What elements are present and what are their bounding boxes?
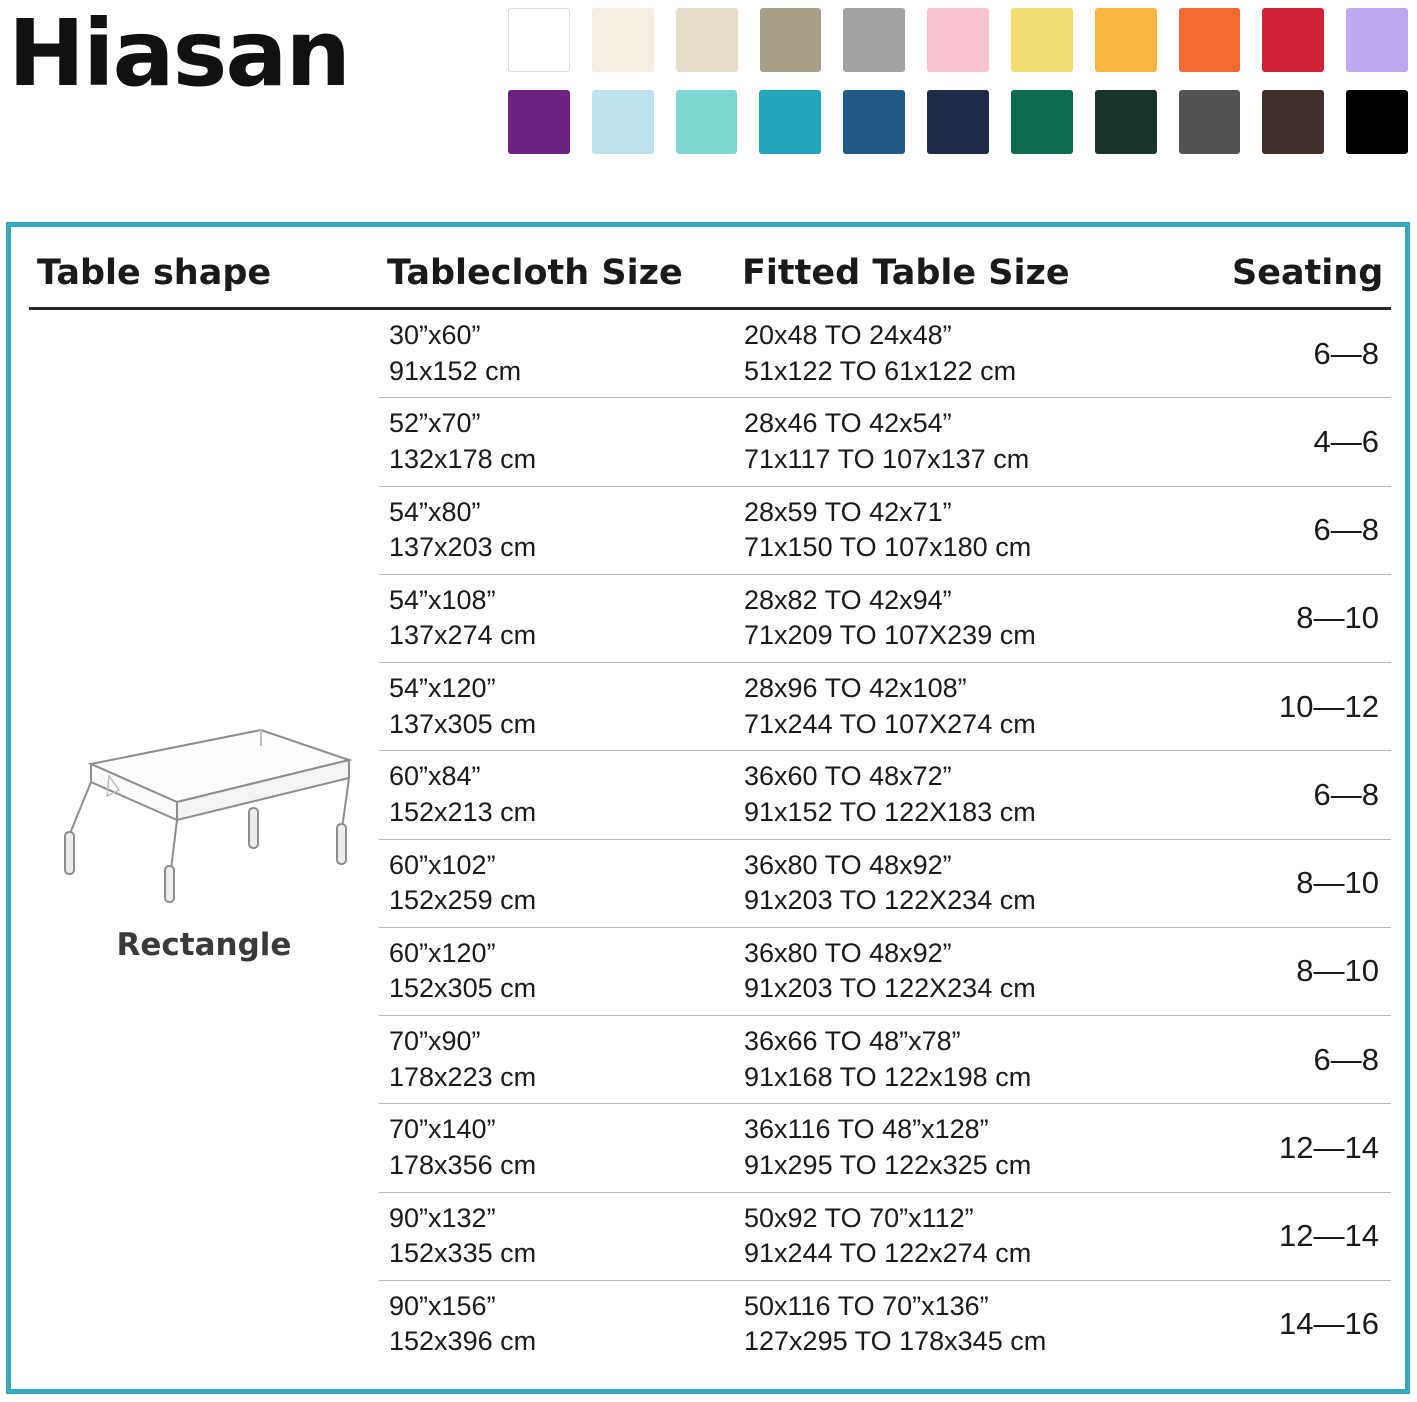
table-shape-cell xyxy=(29,309,379,1369)
seating-value: 10—12 xyxy=(1279,688,1379,724)
fitted-size-inches: 50x116 TO 70”x136” xyxy=(744,1290,989,1321)
color-swatch-emerald-green xyxy=(1011,90,1073,154)
seating-cell xyxy=(1224,1016,1391,1104)
color-swatch-blush-pink xyxy=(927,8,989,72)
tablecloth-size-inches: 90”x132” xyxy=(389,1202,496,1233)
seating-cell xyxy=(1224,1192,1391,1280)
seating-value: 6—8 xyxy=(1313,776,1379,812)
tablecloth-size-cell xyxy=(379,1192,734,1280)
column-header-seating: Seating xyxy=(1224,251,1391,309)
tablecloth-size-inches: 70”x90” xyxy=(389,1026,481,1056)
fitted-size-cm: 71x244 TO 107X274 cm xyxy=(744,708,1036,739)
tablecloth-size-inches: 54”x120” xyxy=(389,673,496,703)
seating-cell xyxy=(1224,486,1391,574)
seating-value: 8—10 xyxy=(1296,865,1379,901)
tablecloth-size-cm: 178x223 cm xyxy=(389,1061,537,1092)
seating-value: 8—10 xyxy=(1296,953,1379,989)
fitted-size-inches: 28x96 TO 42x108” xyxy=(744,673,967,703)
tablecloth-size-cm: 152x396 cm xyxy=(389,1326,537,1357)
tablecloth-size-cell xyxy=(379,309,734,398)
color-swatch-row-1 xyxy=(508,8,1408,72)
fitted-size-inches: 28x59 TO 42x71” xyxy=(744,496,952,527)
tablecloth-size-inches: 54”x108” xyxy=(389,584,496,615)
fitted-size-cm: 127x295 TO 178x345 cm xyxy=(744,1326,1047,1357)
tablecloth-size-cm: 152x305 cm xyxy=(389,973,537,1004)
tablecloth-size-cell xyxy=(379,927,734,1015)
tablecloth-size-cm: 137x274 cm xyxy=(389,620,537,651)
color-swatch-row-2 xyxy=(508,90,1408,154)
fitted-table-size-cell xyxy=(734,663,1224,751)
color-swatch-dark-green xyxy=(1095,90,1157,154)
fitted-table-size-cell xyxy=(734,1104,1224,1192)
seating-cell xyxy=(1224,1104,1391,1192)
column-header-fitted-table-size: Fitted Table Size xyxy=(734,251,1224,309)
tablecloth-size-cell xyxy=(379,486,734,574)
fitted-size-inches: 50x92 TO 70”x112” xyxy=(744,1202,974,1233)
table-row xyxy=(29,309,1391,398)
seating-cell xyxy=(1224,663,1391,751)
size-chart-table xyxy=(29,251,1391,1368)
seating-cell xyxy=(1224,927,1391,1015)
color-swatch-ivory xyxy=(592,8,654,72)
fitted-size-inches: 20x48 TO 24x48” xyxy=(744,320,952,350)
tablecloth-size-cell xyxy=(379,1280,734,1368)
fitted-size-cm: 71x209 TO 107X239 cm xyxy=(744,620,1036,651)
fitted-size-inches: 28x82 TO 42x94” xyxy=(744,584,952,615)
tablecloth-size-cell xyxy=(379,398,734,486)
table-shape-label: Rectangle xyxy=(116,926,292,963)
color-swatch-lavender xyxy=(1346,8,1408,72)
color-swatch-golden-yellow xyxy=(1095,8,1157,72)
fitted-size-inches: 28x46 TO 42x54” xyxy=(744,408,952,439)
tablecloth-size-cm: 152x335 cm xyxy=(389,1238,537,1269)
fitted-table-size-cell xyxy=(734,574,1224,662)
fitted-table-size-cell xyxy=(734,1192,1224,1280)
tablecloth-size-inches: 54”x80” xyxy=(389,496,481,527)
fitted-table-size-cell xyxy=(734,309,1224,398)
fitted-table-size-cell xyxy=(734,839,1224,927)
seating-value: 6—8 xyxy=(1313,512,1379,548)
color-swatch-red xyxy=(1262,8,1324,72)
tablecloth-size-cm: 152x259 cm xyxy=(389,885,537,916)
tablecloth-size-cell xyxy=(379,1016,734,1104)
seating-cell xyxy=(1224,839,1391,927)
fitted-table-size-cell xyxy=(734,486,1224,574)
rectangle-table-icon xyxy=(49,716,359,911)
fitted-table-size-cell xyxy=(734,751,1224,839)
fitted-table-size-cell xyxy=(734,1280,1224,1368)
brand-logo: Hiasan xyxy=(8,0,349,107)
table-body xyxy=(29,309,1391,1369)
seating-cell xyxy=(1224,751,1391,839)
color-swatch-navy-blue xyxy=(843,90,905,154)
seating-value: 6—8 xyxy=(1313,335,1379,371)
color-swatch-teal xyxy=(759,90,821,154)
color-swatch-light-yellow xyxy=(1011,8,1073,72)
color-swatch-white xyxy=(508,8,570,72)
tablecloth-size-cell xyxy=(379,839,734,927)
fitted-size-cm: 71x117 TO 107x137 cm xyxy=(744,443,1030,474)
color-swatch-dark-brown xyxy=(1262,90,1324,154)
seating-value: 12—14 xyxy=(1279,1218,1379,1254)
seating-value: 4—6 xyxy=(1313,423,1379,459)
column-header-table-shape: Table shape xyxy=(29,251,379,309)
tablecloth-size-cell xyxy=(379,751,734,839)
color-swatch-dark-navy xyxy=(927,90,989,154)
seating-value: 14—16 xyxy=(1279,1306,1379,1342)
tablecloth-size-cm: 132x178 cm xyxy=(389,443,537,474)
seating-value: 12—14 xyxy=(1279,1129,1379,1165)
header xyxy=(0,0,1417,200)
fitted-table-size-cell xyxy=(734,1016,1224,1104)
fitted-size-cm: 91x295 TO 122x325 cm xyxy=(744,1149,1032,1180)
tablecloth-size-cm: 178x356 cm xyxy=(389,1149,537,1180)
color-swatch-black xyxy=(1346,90,1408,154)
tablecloth-size-inches: 70”x140” xyxy=(389,1114,496,1145)
fitted-table-size-cell xyxy=(734,398,1224,486)
fitted-size-inches: 36x80 TO 48x92” xyxy=(744,937,952,968)
color-swatch-palette xyxy=(508,8,1408,172)
seating-cell xyxy=(1224,1280,1391,1368)
color-swatch-purple xyxy=(508,90,570,154)
color-swatch-charcoal-gray xyxy=(1179,90,1241,154)
seating-cell xyxy=(1224,574,1391,662)
fitted-size-cm: 91x244 TO 122x274 cm xyxy=(744,1238,1032,1269)
color-swatch-taupe xyxy=(760,8,822,72)
color-swatch-beige xyxy=(676,8,738,72)
size-chart-frame xyxy=(6,222,1410,1394)
fitted-size-inches: 36x60 TO 48x72” xyxy=(744,761,952,792)
fitted-size-cm: 91x203 TO 122X234 cm xyxy=(744,973,1036,1004)
tablecloth-size-cell xyxy=(379,1104,734,1192)
tablecloth-size-inches: 60”x102” xyxy=(389,849,496,880)
fitted-size-inches: 36x80 TO 48x92” xyxy=(744,849,952,880)
seating-cell xyxy=(1224,309,1391,398)
tablecloth-size-cm: 91x152 cm xyxy=(389,355,522,386)
tablecloth-size-inches: 30”x60” xyxy=(389,320,481,350)
fitted-size-cm: 91x168 TO 122x198 cm xyxy=(744,1061,1032,1092)
seating-value: 8—10 xyxy=(1296,600,1379,636)
fitted-size-cm: 91x203 TO 122X234 cm xyxy=(744,885,1036,916)
column-header-tablecloth-size: Tablecloth Size xyxy=(379,251,734,309)
tablecloth-size-cm: 137x203 cm xyxy=(389,532,537,563)
color-swatch-aqua xyxy=(676,90,738,154)
color-swatch-pale-blue xyxy=(592,90,654,154)
tablecloth-size-inches: 90”x156” xyxy=(389,1290,496,1321)
tablecloth-size-cell xyxy=(379,574,734,662)
table-header-row xyxy=(29,251,1391,309)
tablecloth-size-cm: 152x213 cm xyxy=(389,796,537,827)
seating-value: 6—8 xyxy=(1313,1041,1379,1077)
fitted-size-cm: 51x122 TO 61x122 cm xyxy=(744,355,1017,386)
fitted-size-cm: 91x152 TO 122X183 cm xyxy=(744,796,1036,827)
tablecloth-size-inches: 60”x120” xyxy=(389,937,496,968)
fitted-size-inches: 36x116 TO 48”x128” xyxy=(744,1114,989,1145)
color-swatch-gray xyxy=(843,8,905,72)
color-swatch-orange xyxy=(1179,8,1241,72)
fitted-table-size-cell xyxy=(734,927,1224,1015)
tablecloth-size-inches: 52”x70” xyxy=(389,408,481,439)
tablecloth-size-inches: 60”x84” xyxy=(389,761,481,792)
seating-cell xyxy=(1224,398,1391,486)
fitted-size-cm: 71x150 TO 107x180 cm xyxy=(744,532,1032,563)
tablecloth-size-cm: 137x305 cm xyxy=(389,708,537,739)
fitted-size-inches: 36x66 TO 48”x78” xyxy=(744,1026,961,1056)
tablecloth-size-cell xyxy=(379,663,734,751)
